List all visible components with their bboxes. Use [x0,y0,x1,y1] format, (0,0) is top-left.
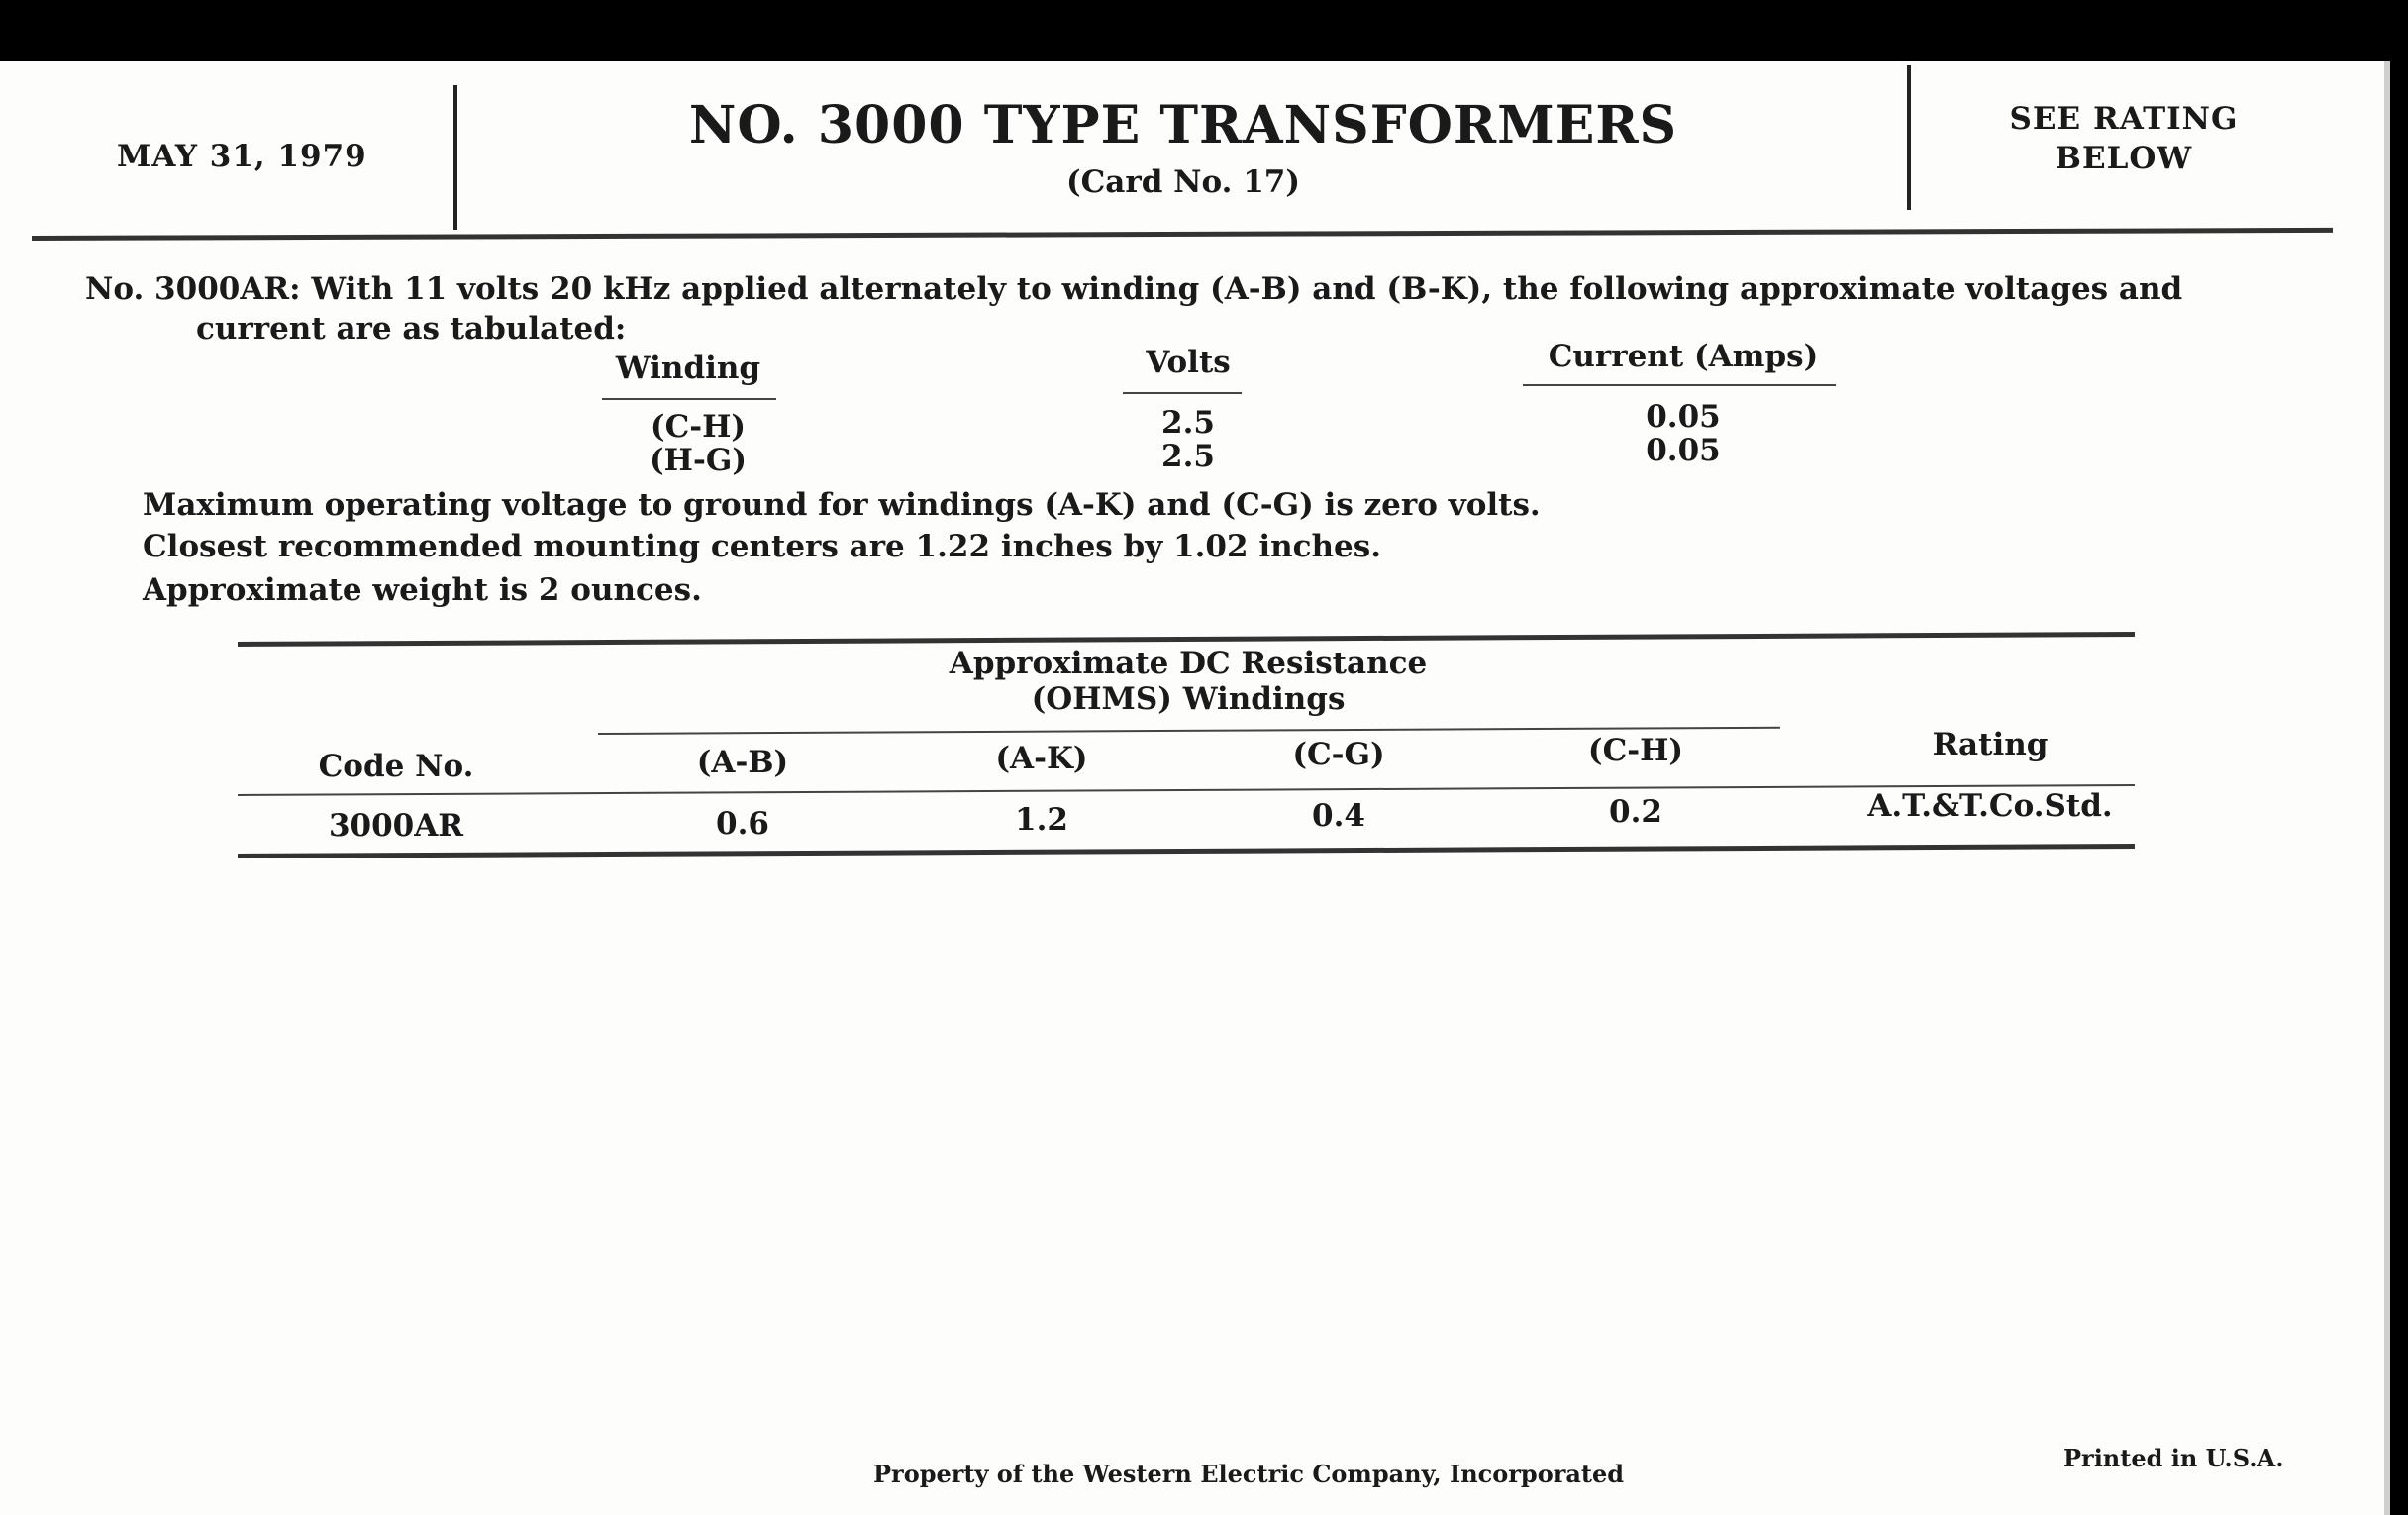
resistance-header-code: Code No. [318,749,474,784]
resistance-row-cg: 0.4 [1312,798,1365,834]
header-rating-line2: BELOW [2055,141,2193,176]
voltage-header-rule-current [1523,384,1836,386]
scan-border-right [2390,0,2408,1515]
scan-border-top [0,0,2408,61]
footer-printed: Printed in U.S.A. [2063,1444,2284,1472]
header-rating [1911,99,2337,178]
resistance-row-ab: 0.6 [716,806,769,842]
resistance-header-rating: Rating [1932,727,2049,762]
resistance-group-header [852,646,1525,717]
voltage-col-volts [1089,406,1287,473]
voltage-header-current: Current (Amps) [1548,339,1819,374]
intro-line2: current are as tabulated: [196,311,627,347]
voltage-row-1-winding: (H-G) [650,443,747,478]
card-number: (Card No. 17) [1065,164,1301,200]
footer-property: Property of the Western Electric Company, Incorporated [873,1460,1625,1488]
resistance-header-ak: (A-K) [995,741,1088,776]
voltage-col-current [1584,400,1782,467]
voltage-row-0-winding: (C-H) [650,409,747,445]
voltage-header-rule-volts [1123,392,1242,394]
note-weight: Approximate weight is 2 ounces. [143,572,702,608]
voltage-header-winding: Winding [615,351,761,386]
voltage-row-0-volts: 2.5 [1161,405,1215,441]
resistance-header-ch: (C-H) [1587,733,1684,768]
voltage-row-1-volts: 2.5 [1161,439,1215,474]
resistance-row-code: 3000AR [328,808,464,844]
intro-line1: No. 3000AR: With 11 volts 20 kHz applied alternately to winding (A-B) and (B-K), the following approximate voltages and [85,271,2183,307]
resistance-header-ab: (A-B) [696,745,789,780]
header-divider-left [453,85,457,230]
voltage-row-0-current: 0.05 [1646,399,1721,435]
header-rating-line1: SEE RATING [2009,101,2239,137]
resistance-row-ch: 0.2 [1609,794,1662,830]
note-mounting-centers: Closest recommended mounting centers are 1.22 inches by 1.02 inches. [143,529,1382,564]
resistance-group-header-line1: Approximate DC Resistance [949,646,1428,681]
resistance-row-ak: 1.2 [1015,802,1068,838]
resistance-row-rating: A.T.&T.Co.Std. [1867,788,2113,824]
voltage-col-winding [574,410,822,477]
resistance-group-header-line2: (OHMS) Windings [1031,681,1346,717]
page-title: NO. 3000 TYPE TRANSFORMERS [688,95,1678,155]
voltage-header-volts: Volts [1146,345,1231,380]
voltage-header-rule-winding [602,398,776,400]
voltage-row-1-current: 0.05 [1646,433,1721,468]
note-max-voltage: Maximum operating voltage to ground for windings (A-K) and (C-G) is zero volts. [143,487,1541,523]
header-date: MAY 31, 1979 [117,139,367,174]
resistance-header-cg: (C-G) [1292,737,1385,772]
